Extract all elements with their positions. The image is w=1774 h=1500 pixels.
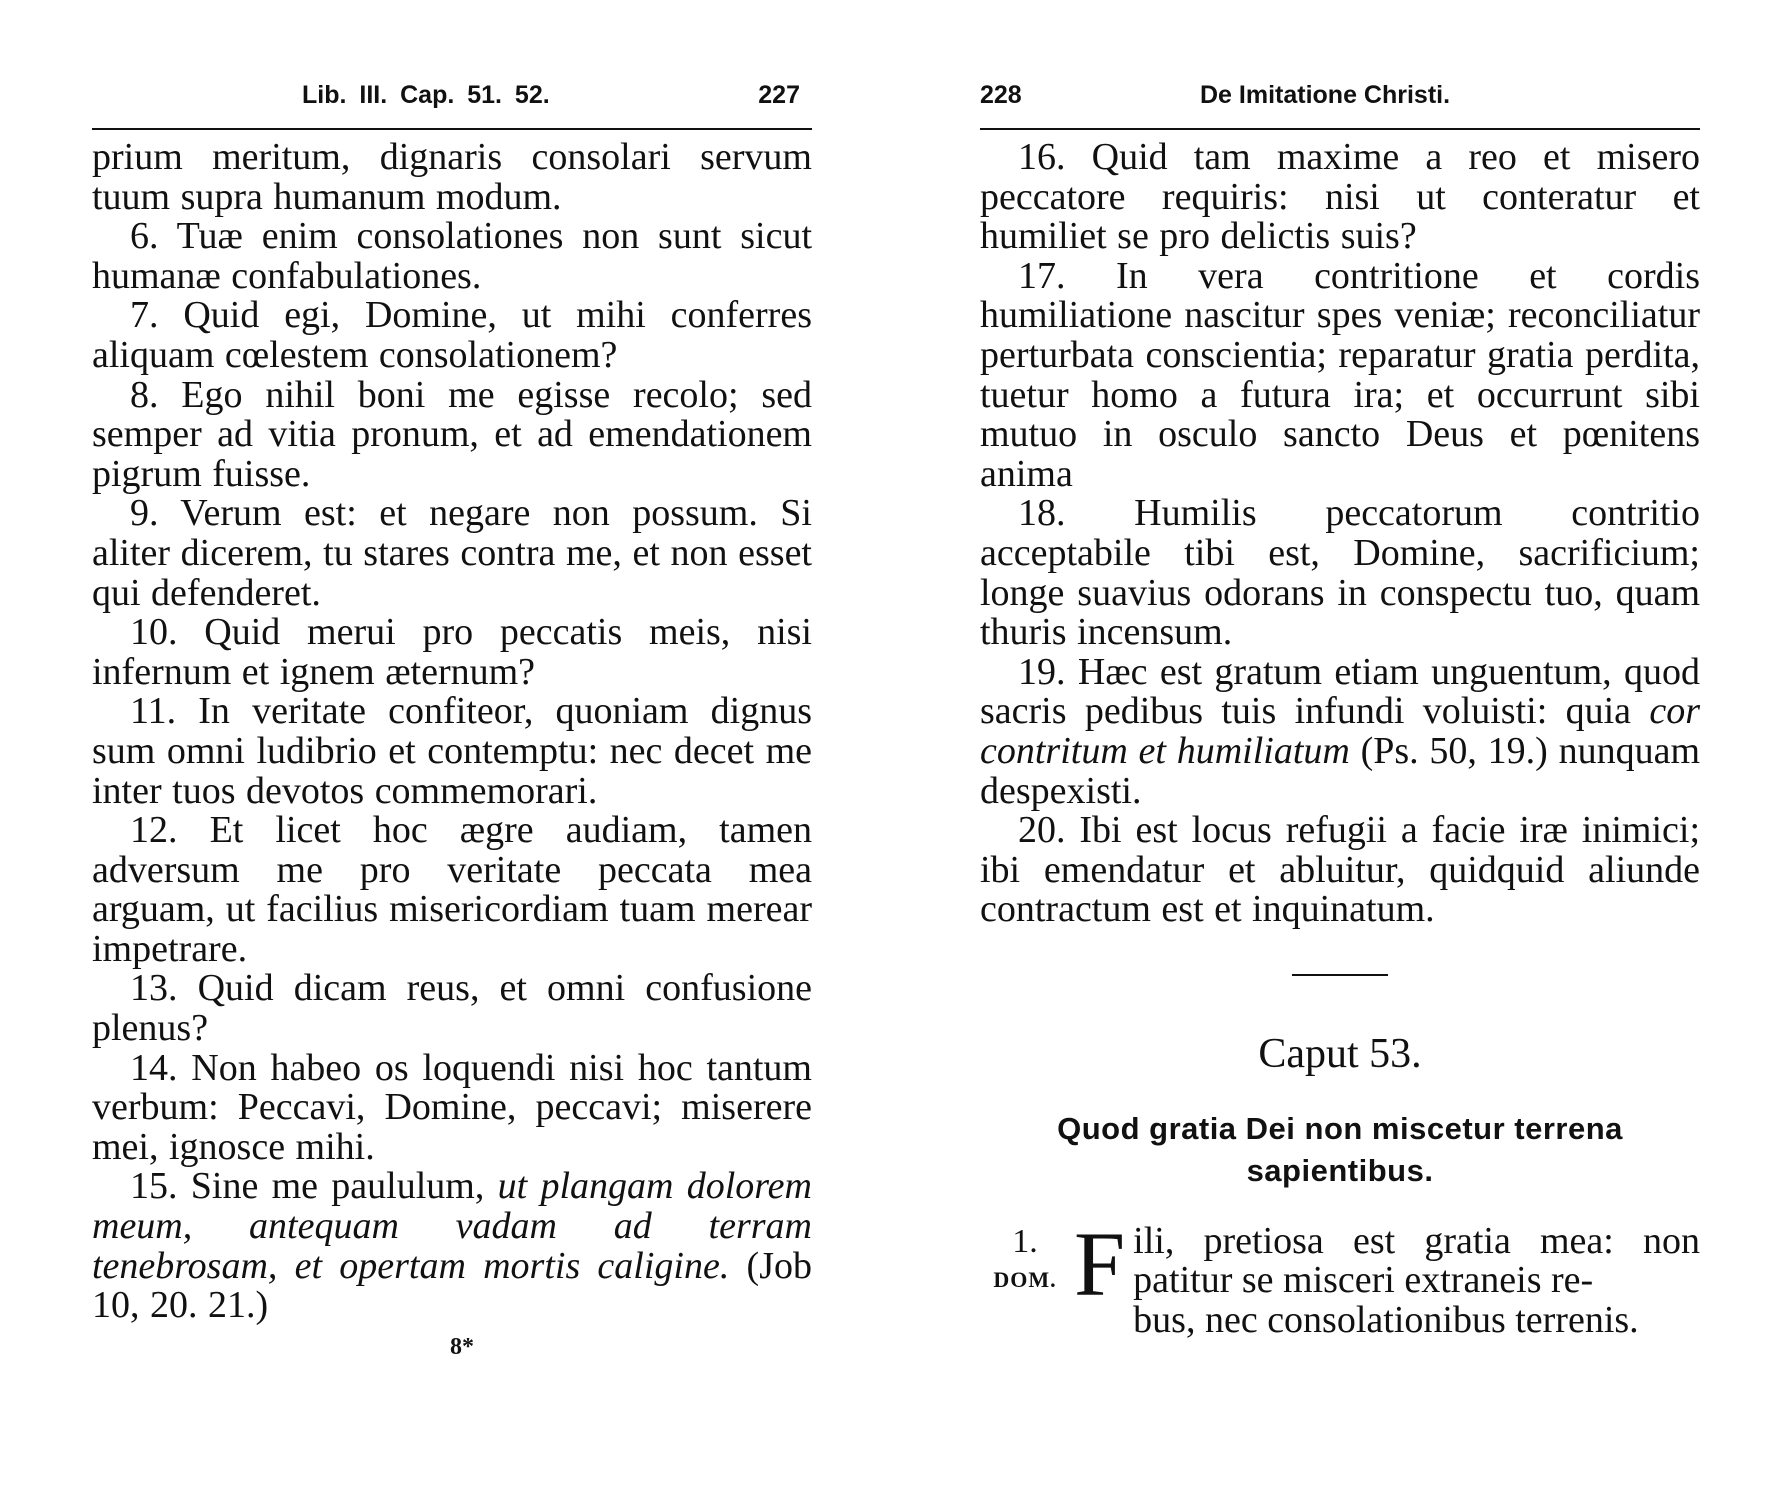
paragraph-continuation: prium meritum, dignaris consolari servum tuum supra humanum modum.: [92, 136, 812, 218]
section-separator: [1292, 974, 1388, 976]
left-text-column: [92, 138, 812, 1326]
left-running-title: Lib. III. Cap. 51. 52.: [302, 81, 550, 109]
left-header-rule: [92, 128, 812, 130]
left-running-head: [92, 70, 812, 120]
paragraph-16: 16. Quid tam maxime a reo et misero peccatore requiris: nisi ut conteratur et humiliet se pro delictis suis?: [980, 136, 1700, 258]
paragraph-13: 13. Quid dicam reus, et omni confusione plenus?: [92, 967, 812, 1050]
paragraph-15-quote: ut plangam dolorem meum, antequam vadam ad terram tenebrosam, et opertam mortis caligine.: [92, 1165, 812, 1287]
paragraph-17: 17. In vera contritione et cordis humiliatione nascitur spes veniæ; reconciliatur perturbata conscientia; reparatur gratia perdita, tuetur homo a futura ira; et occurrunt sibi mutuo in osculo sancto Deus et pœnitens anima: [980, 254, 1700, 495]
chapter-title: Caput 53.: [1258, 1030, 1422, 1077]
chapter-subtitle: Quod gratia Dei non miscetur terrena sapientibus.: [1057, 1110, 1623, 1188]
right-page: [980, 70, 1700, 1341]
right-header-rule: [980, 128, 1700, 130]
dialog-paragraph: [980, 1212, 1700, 1342]
paragraph-11: 11. In veritate confiteor, quoniam dignus sum omni ludibrio et contemptu: nec decet me inter tuos devotos commemorari.: [92, 690, 812, 812]
paragraph-6: 6. Tuæ enim consolationes non sunt sicut humanæ confabulationes.: [92, 215, 812, 297]
paragraph-18: 18. Humilis peccatorum contritio acceptabile tibi est, Domine, sacrificium; longe suavius odorans in conspectu tuo, quam thuris incensum.: [980, 492, 1700, 654]
right-text-column: [980, 138, 1700, 930]
dialog-label: [980, 1222, 1070, 1298]
right-running-head: [980, 70, 1700, 120]
paragraph-15-citation: (Job 10, 20. 21.): [92, 1244, 812, 1327]
left-page: [92, 70, 812, 1361]
dialog-speaker: DOM.: [993, 1266, 1057, 1292]
paragraph-19-start: 19. Hæc est gratum etiam unguentum, quod sacris pedibus tuis infundi voluisti: quia: [980, 650, 1700, 733]
paragraph-12: 12. Et licet hoc ægre audiam, tamen adversum me pro veritate peccata mea arguam, ut facilius misericordiam tuam merear impetrare.: [92, 809, 812, 970]
dialog-tail: bus, nec consolationibus terrenis.: [1133, 1299, 1639, 1342]
paragraph-19: [980, 650, 1701, 812]
paragraph-19-quote: cor contritum et humiliatum: [980, 690, 1700, 772]
dialog-number: 1.: [1012, 1222, 1038, 1260]
signature-mark: 8*: [450, 1333, 474, 1360]
right-page-number: 228: [980, 81, 1022, 109]
paragraph-15-start: 15. Sine me paululum,: [130, 1165, 498, 1208]
paragraph-8: 8. Ego nihil boni me egisse recolo; sed semper ad vitia pronum, et ad emendationem pigrum fuisse.: [92, 373, 812, 495]
paragraph-15: [92, 1167, 812, 1325]
paragraph-20: 20. Ibi est locus refugii a facie iræ inimici; ibi emendatur et abluitur, quidquid aliunde contractum est et inquinatum.: [980, 809, 1700, 931]
dialog-text: ili, pretiosa est gratia mea: non patitur se misceri extraneis re-: [1133, 1219, 1700, 1302]
left-page-number: 227: [758, 81, 800, 109]
drop-cap-initial: F: [1074, 1212, 1126, 1315]
paragraph-7: 7. Quid egi, Domine, ut mihi conferres aliquam cœlestem consolationem?: [92, 294, 812, 376]
dialog-body: [1074, 1212, 1700, 1315]
paragraph-9: 9. Verum est: et negare non possum. Si aliter dicerem, tu stares contra me, et non esset qui defenderet.: [92, 492, 812, 614]
paragraph-10: 10. Quid merui pro peccatis meis, nisi infernum et ignem æternum?: [92, 611, 812, 693]
paragraph-14: 14. Non habeo os loquendi nisi hoc tantum verbum: Peccavi, Domine, peccavi; miserere mei, ignosce mihi.: [92, 1046, 812, 1168]
paragraph-19-citation: (Ps. 50, 19.) nunquam despexisti.: [980, 729, 1701, 812]
right-running-title: De Imitatione Christi.: [1200, 81, 1451, 109]
